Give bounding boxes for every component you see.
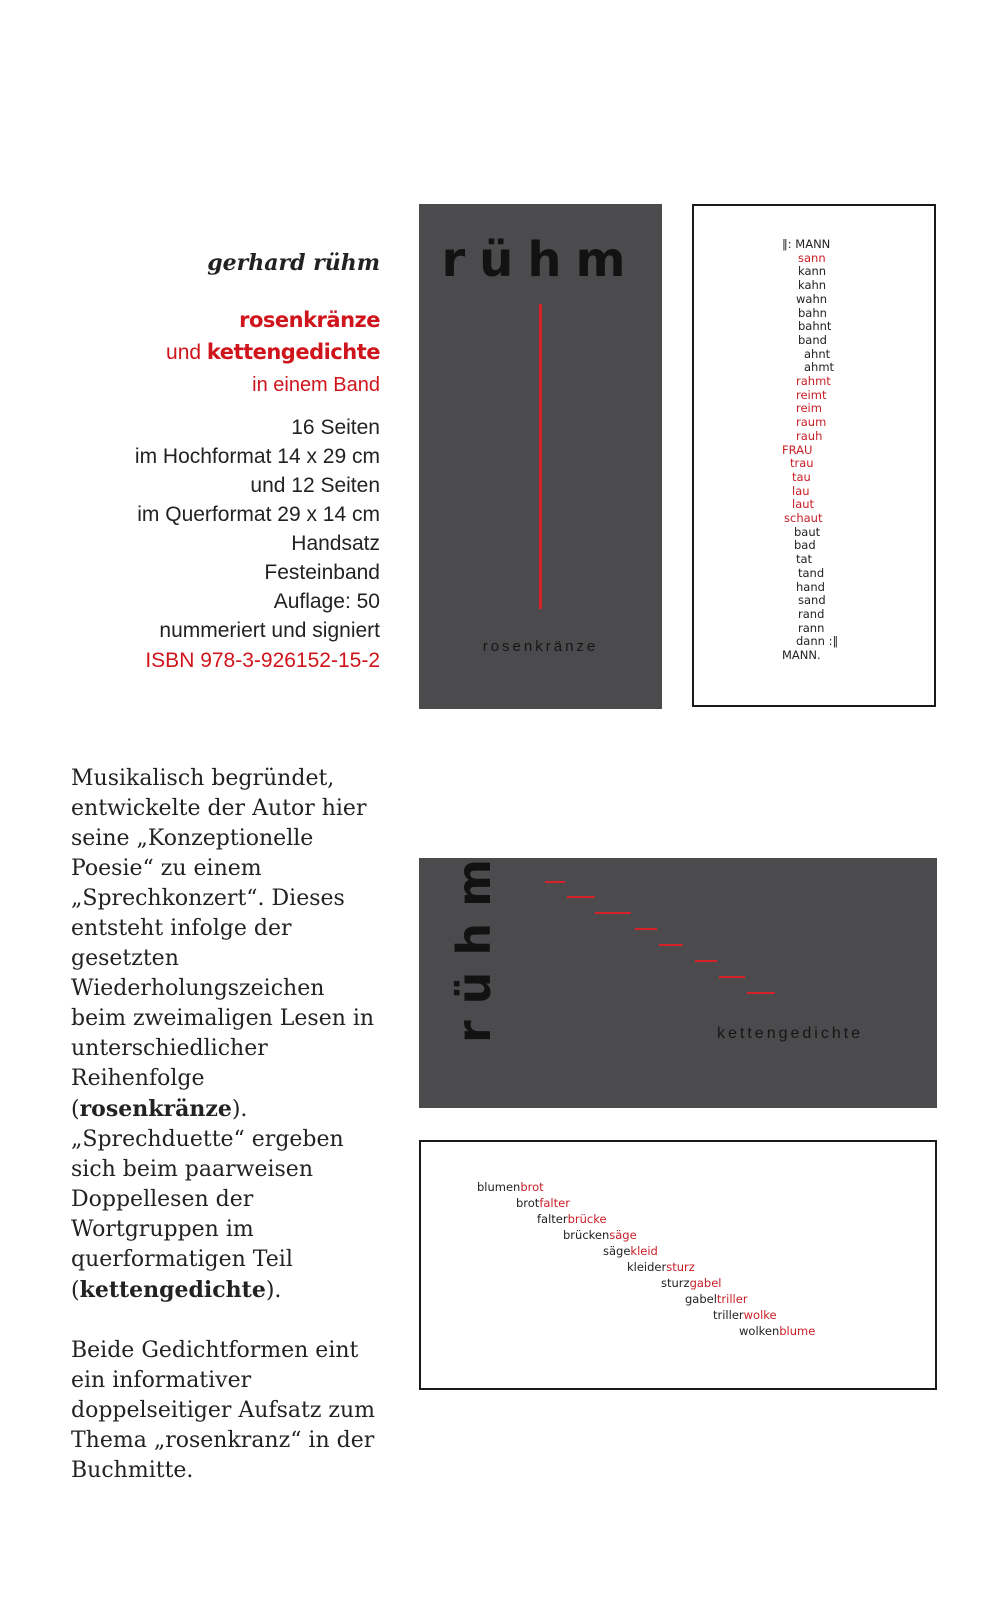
poem-line: tat [796, 552, 813, 567]
chain-word: sturz [661, 1276, 690, 1290]
poem-line: rahmt [796, 374, 831, 389]
poem-line: bahnt [798, 319, 832, 334]
chain-line [603, 1244, 658, 1258]
poem-line: baut [794, 524, 821, 539]
poem-line: kann [798, 264, 827, 279]
poem-line: lau [792, 483, 810, 498]
poem-line: reimt [796, 387, 827, 402]
spec-line: im Hochformat 14 x 29 cm [134, 445, 380, 468]
desc-text: ). [265, 1278, 282, 1303]
description-paragraph-2: Beide Gedichtformen eint ein informativer doppelseitiger Aufsatz zum Thema „rosenkranz“ in der Buchmitte. [71, 1338, 376, 1483]
poem-page-rosenkranz [692, 204, 936, 707]
spec-line: Handsatz [291, 532, 380, 555]
desc-bold-rosenkraenze: rosenkränze [79, 1096, 232, 1122]
poem-page-kettengedicht [419, 1140, 937, 1390]
red-dash [567, 896, 595, 898]
red-dash [635, 928, 657, 930]
chain-line [516, 1196, 570, 1210]
red-dash [545, 881, 565, 883]
spec-line: Festeinband [264, 561, 380, 584]
chain-word: wolken [739, 1324, 780, 1338]
chain-line [627, 1260, 695, 1274]
poem-line: hand [796, 579, 825, 594]
poem-line: ahnt [804, 346, 831, 361]
cover-title-vertical: rühm [447, 842, 501, 1043]
rosenkranz-poem [782, 238, 932, 663]
book-info [80, 250, 380, 677]
title-prefix: und [166, 341, 207, 364]
desc-bold-kettengedichte: kettengedichte [79, 1277, 266, 1303]
chain-line [477, 1180, 544, 1194]
poem-line: trau [790, 456, 814, 471]
red-dash [695, 960, 717, 962]
spec-line: 16 Seiten [291, 416, 380, 439]
poem-line: ahmt [804, 360, 835, 375]
description [71, 764, 383, 1516]
chain-word: blumen [477, 1180, 521, 1194]
chain-word-red: wolke [743, 1308, 777, 1322]
red-vertical-line [539, 304, 542, 609]
book-title-line3: in einem Band [252, 374, 380, 396]
chain-word: brot [516, 1196, 540, 1210]
chain-line [661, 1276, 721, 1290]
desc-text: ). „Sprechduette“ ergeben sich beim paarweisen Doppellesen der Wortgruppen im querformatigen Teil ( [71, 1097, 344, 1303]
spec-line: im Querformat 29 x 14 cm [137, 503, 380, 526]
poem-line: sand [798, 593, 826, 608]
poem-line: raum [796, 415, 827, 430]
poem-line: FRAU [782, 442, 813, 457]
red-dash [747, 992, 775, 994]
cover-title: rühm [441, 232, 640, 288]
chain-word: kleider [627, 1260, 667, 1274]
chain-word-red: triller [716, 1292, 748, 1306]
chain-word-red: falter [539, 1196, 570, 1210]
chain-word-red: sturz [666, 1260, 695, 1274]
chain-line [537, 1212, 607, 1226]
chain-word: gabel [685, 1292, 717, 1306]
chain-word-red: gabel [689, 1276, 722, 1290]
chain-word-red: blume [779, 1324, 816, 1338]
poem-line: bad [794, 538, 816, 553]
poem-line: wahn [796, 291, 828, 306]
chain-word: brücken [563, 1228, 610, 1242]
desc-text: Musikalisch begründet, entwickelte der Autor hier seine „Konzeptionelle Poesie“ zu einem „Sprechkonzert“. Dieses entsteht infolge der gesetzten Wiederholungszeichen beim zweimaligen Lesen in unterschiedlicher Reihenfolge ( [71, 766, 375, 1122]
poem-line: ‖: MANN [782, 237, 831, 251]
chain-word-red: säge [609, 1228, 637, 1242]
chain-line [739, 1324, 815, 1338]
poem-line: tau [792, 469, 811, 484]
cover-subtitle: kettengedichte [717, 1025, 864, 1042]
poem-line: reim [796, 401, 822, 416]
book-title-line1: rosenkränze [239, 308, 380, 332]
spec-line: und 12 Seiten [250, 474, 380, 497]
cover-rosenkraenze [419, 204, 662, 709]
poem-line: dann :‖ [796, 634, 839, 649]
poem-line: tand [798, 565, 825, 580]
poem-line: rauh [796, 428, 823, 443]
red-dash [659, 944, 683, 946]
poem-line: bahn [798, 305, 827, 320]
poem-line: laut [792, 497, 815, 512]
poem-line: rann [798, 620, 825, 635]
chain-word: triller [713, 1308, 744, 1322]
chain-line [685, 1292, 748, 1306]
chain-word-red: brücke [567, 1212, 607, 1226]
description-paragraph-1 [71, 764, 383, 1306]
spec-line: Auflage: 50 [273, 590, 380, 613]
cover-kettengedichte [419, 842, 937, 1108]
chain-line [563, 1228, 637, 1242]
poem-line: sann [798, 250, 826, 265]
title-bold: kettengedichte [206, 340, 380, 364]
author-name: gerhard rühm [207, 250, 380, 276]
red-dash [719, 976, 745, 978]
isbn: ISBN 978-3-926152-15-2 [145, 649, 380, 672]
chain-line [713, 1308, 777, 1322]
chain-word: falter [537, 1212, 568, 1226]
poem-line: schaut [784, 511, 823, 526]
chain-word-red: brot [520, 1180, 544, 1194]
poem-line: rand [798, 606, 825, 621]
poem-line: MANN. [782, 648, 821, 663]
chain-word-red: kleid [630, 1244, 658, 1258]
chain-word: säge [603, 1244, 631, 1258]
poem-line: band [798, 332, 827, 347]
spec-line: nummeriert und signiert [159, 619, 380, 642]
red-dash [595, 912, 631, 914]
cover-subtitle: rosenkränze [482, 638, 599, 655]
book-title-line2 [80, 336, 380, 369]
poem-line: kahn [798, 278, 827, 293]
